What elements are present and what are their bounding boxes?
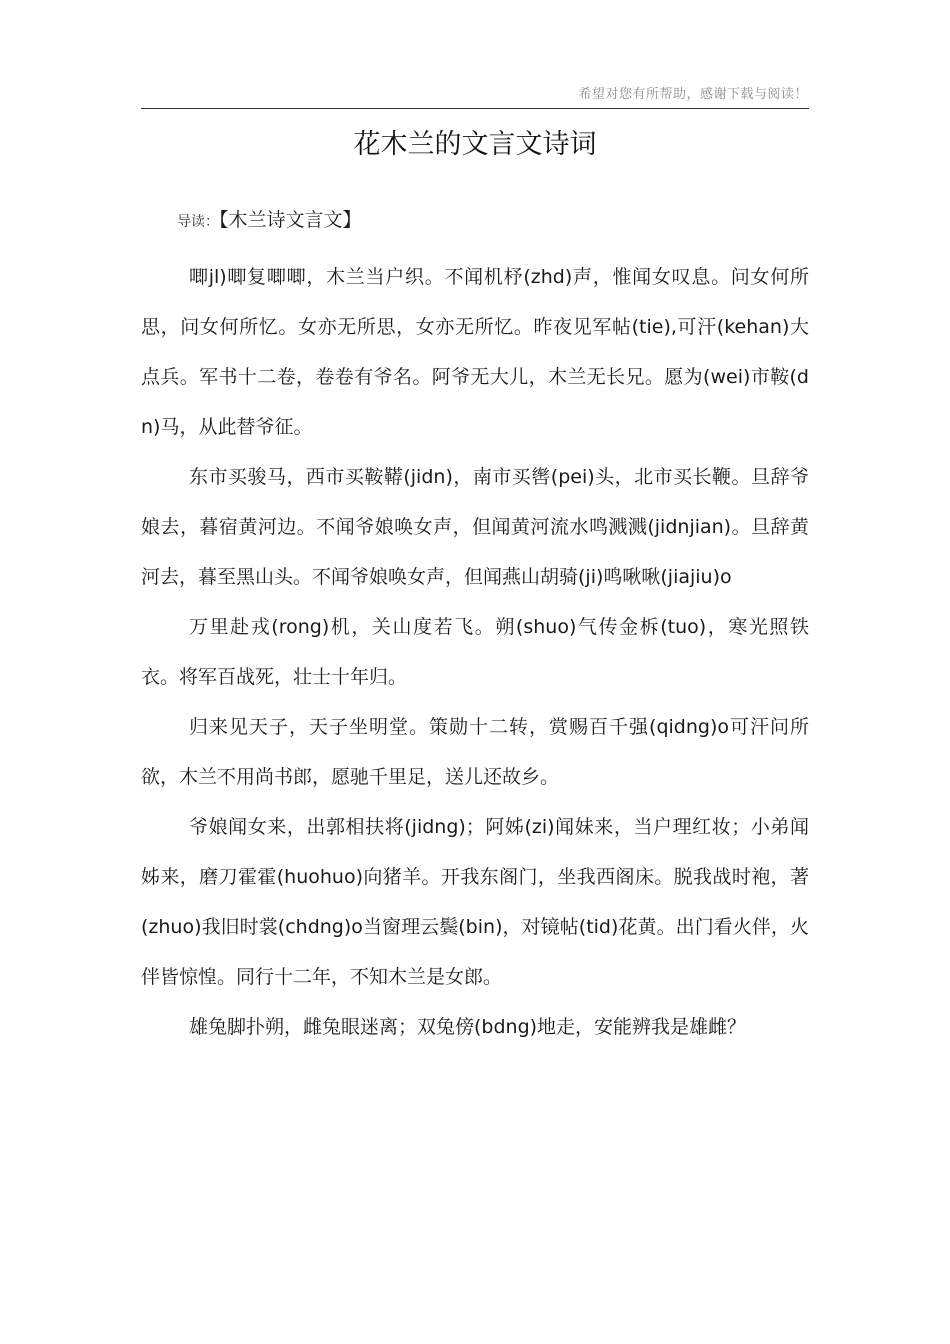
header-divider <box>141 108 809 109</box>
paragraph: 归来见天子，天子坐明堂。策勋十二转，赏赐百千强(qidng)o可汗问所欲，木兰不用尚书郎，愿驰千里足，送儿还故乡。 <box>141 716 809 788</box>
paragraph: 唧jl)唧复唧唧，木兰当户织。不闻机杼(zhd)声，惟闻女叹息。问女何所思，问女何所忆。女亦无所思，女亦无所忆。昨夜见军帖(tie),可汗(kehan)大点兵。军书十二卷，卷卷有爷名。阿爷无大儿，木兰无长兄。愿为(wei)市鞍(dn)马，从此替爷征。 <box>141 266 809 438</box>
header-note: 希望对您有所帮助，感谢下载与阅读！ <box>578 87 808 102</box>
intro-label: 导读： <box>177 214 219 230</box>
intro-line <box>177 205 362 237</box>
paragraph: 万里赴戎(rong)机，关山度若飞。朔(shuo)气传金柝(tuo)，寒光照铁衣。将军百战死，壮士十年归。 <box>141 616 809 688</box>
intro-text: 【木兰诗文言文】 <box>219 209 362 231</box>
document-body <box>141 252 809 1052</box>
document-title: 花木兰的文言文诗词 <box>353 129 597 160</box>
paragraph: 爷娘闻女来，出郭相扶将(jidng)；阿姊(zi)闻妹来，当户理红妆；小弟闻姊来，磨刀霍霍(huohuo)向猪羊。开我东阁门，坐我西阁床。脱我战时袍，著(zhuo)我旧时裳(chdng)o当窗理云鬓(bin)，对镜帖(tid)花黄。出门看火伴，火伴皆惊惶。同行十二年，不知木兰是女郎。 <box>141 816 809 988</box>
paragraph: 雄兔脚扑朔，雌兔眼迷离；双兔傍(bdng)地走，安能辨我是雄雌？ <box>189 1016 747 1038</box>
paragraph: 东市买骏马，西市买鞍鞯(jidn)，南市买辔(pei)头，北市买长鞭。旦辞爷娘去，暮宿黄河边。不闻爷娘唤女声，但闻黄河流水鸣溅溅(jidnjian)。旦辞黄河去，暮至黑山头。不闻爷娘唤女声，但闻燕山胡骑(ji)鸣啾啾(jiajiu)o <box>141 466 809 588</box>
